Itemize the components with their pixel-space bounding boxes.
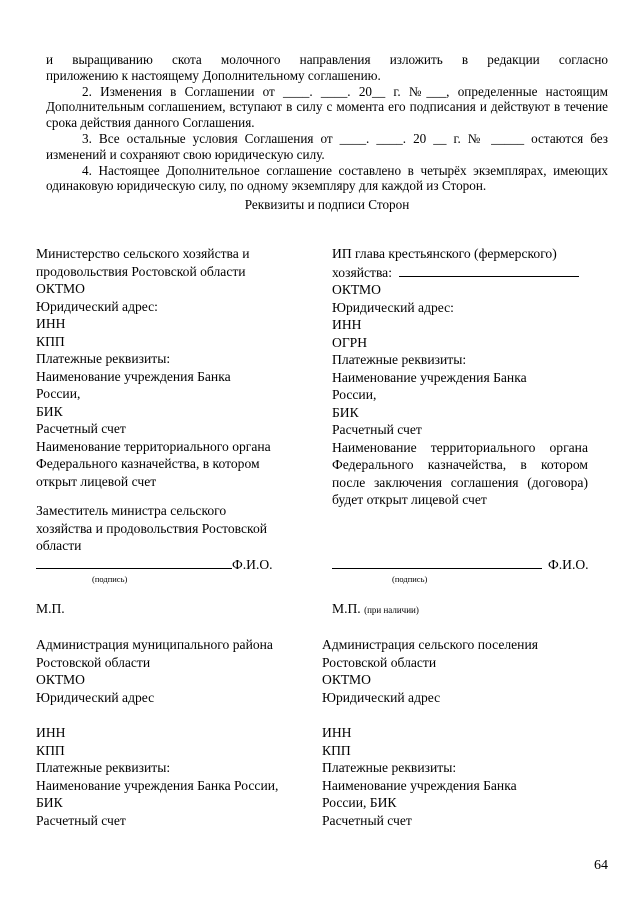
settlement-oktmo: ОКТМО	[322, 672, 371, 687]
farmer-fio: Ф.И.О.	[548, 557, 589, 572]
paragraph-2: 2. Изменения в Соглашении от ____. ____. 20__ г. №___, определенные настоящим Дополнительным соглашением, вступают в силу с момента его подписания и действуют в течение срока действия данного Соглашения.	[46, 83, 608, 131]
farmer-account: Расчетный счет	[332, 422, 422, 437]
ministry-fio: Ф.И.О.	[232, 557, 273, 572]
farmer-name-blank	[399, 263, 579, 277]
ministry-signature-blank	[36, 556, 232, 569]
municipal-oktmo: ОКТМО	[36, 672, 85, 687]
farmer-treasury: Наименование территориального органа Федерального казначейства, в котором после заключения соглашения (договора) будет открыт лицевой счет	[332, 439, 588, 507]
settlement-address: Юридический адрес	[322, 689, 441, 705]
deputy-minister-line-1: Заместитель министра сельского	[36, 503, 227, 518]
ministry-payment: Платежные реквизиты:	[36, 351, 171, 366]
farmer-name-line-2	[332, 263, 590, 282]
farmer-requisites	[332, 245, 590, 509]
paragraph-4: 4. Настоящее Дополнительное соглашение составлено в четырёх экземплярах, имеющих одинаковую юридическую силу, по одному экземпляру для каждой из Сторон.	[46, 162, 608, 194]
municipal-bik: БИК	[36, 795, 63, 810]
settlement-payment: Платежные реквизиты:	[322, 760, 457, 775]
settlement-kpp: КПП	[322, 742, 351, 758]
paragraph-1-line-1: и выращиванию скота молочного направления изложить в редакции согласно	[46, 52, 608, 67]
farmer-name-line-1: ИП глава крестьянского (фермерского)	[332, 246, 557, 261]
municipal-account: Расчетный счет	[36, 812, 126, 828]
ministry-name-line-2: продовольствия Ростовской области	[36, 263, 246, 279]
municipal-name-line-1: Администрация муниципального района	[36, 637, 273, 652]
farmer-ogrn: ОГРН	[332, 334, 368, 350]
ministry-oktmo: ОКТМО	[36, 281, 85, 296]
deputy-minister-line-2: хозяйства и продовольствия Ростовской	[36, 520, 268, 536]
farmer-oktmo: ОКТМО	[332, 282, 381, 297]
municipal-payment: Платежные реквизиты:	[36, 760, 171, 775]
farmer-bik: БИК	[332, 404, 359, 420]
agreement-text	[46, 52, 608, 213]
settlement-bank-line-1: Наименование учреждения Банка	[322, 777, 517, 793]
farmer-stamp-note: (при наличии)	[364, 605, 419, 615]
settlement-requisites	[322, 636, 592, 829]
municipal-address: Юридический адрес	[36, 689, 155, 705]
settlement-bank-line-2: России, БИК	[322, 795, 397, 810]
ministry-bank-line-1: Наименование учреждения Банка	[36, 368, 231, 384]
farmer-bank-line-1: Наименование учреждения Банка	[332, 369, 527, 385]
ministry-bik: БИК	[36, 403, 63, 419]
farmer-address: Юридический адрес:	[332, 299, 454, 315]
ministry-account: Расчетный счет	[36, 421, 126, 436]
ministry-bank-line-2: России,	[36, 386, 81, 401]
settlement-account: Расчетный счет	[322, 812, 412, 828]
municipal-bank-line-1: Наименование учреждения Банка России,	[36, 777, 279, 793]
farmer-signature-blank	[332, 556, 542, 569]
settlement-name-line-2: Ростовской области	[322, 654, 437, 670]
farmer-signature-line	[332, 556, 589, 573]
paragraph-1-line-2: приложению к настоящему Дополнительному соглашению.	[46, 67, 381, 83]
deputy-minister-line-3: области	[36, 538, 82, 553]
municipal-inn: ИНН	[36, 725, 66, 740]
page-number: 64	[594, 858, 608, 873]
farmer-stamp-mark	[332, 600, 419, 619]
ministry-inn: ИНН	[36, 316, 66, 331]
municipal-name-line-2: Ростовской области	[36, 654, 151, 670]
ministry-signature-line	[36, 556, 273, 573]
ministry-name-line-1: Министерство сельского хозяйства и	[36, 246, 250, 261]
farmer-inn: ИНН	[332, 317, 362, 332]
ministry-requisites	[36, 245, 306, 555]
ministry-kpp: КПП	[36, 333, 65, 349]
settlement-inn: ИНН	[322, 725, 352, 740]
municipal-kpp: КПП	[36, 742, 65, 758]
municipal-requisites	[36, 636, 316, 829]
ministry-treasury-line-3: открыт лицевой счет	[36, 473, 157, 489]
requisites-heading: Реквизиты и подписи Сторон	[244, 197, 410, 213]
ministry-treasury-line-2: Федерального казначейства, в котором	[36, 456, 260, 471]
farmer-payment: Платежные реквизиты:	[332, 352, 467, 367]
farmer-stamp-label: М.П.	[332, 601, 361, 616]
ministry-treasury-line-1: Наименование территориального органа	[36, 438, 271, 454]
farmer-bank-line-2: России,	[332, 387, 377, 402]
ministry-stamp-mark: М.П.	[36, 601, 65, 616]
paragraph-3: 3. Все остальные условия Соглашения от ____. ____. 20 __ г. № _____ остаются без изменений и сохраняют свою юридическую силу.	[46, 130, 608, 162]
ministry-address: Юридический адрес:	[36, 298, 158, 314]
farmer-signature-caption: (подпись)	[392, 574, 428, 584]
settlement-name-line-1: Администрация сельского поселения	[322, 637, 538, 652]
ministry-signature-caption: (подпись)	[92, 574, 128, 584]
farmer-name-label: хозяйства:	[332, 264, 392, 280]
